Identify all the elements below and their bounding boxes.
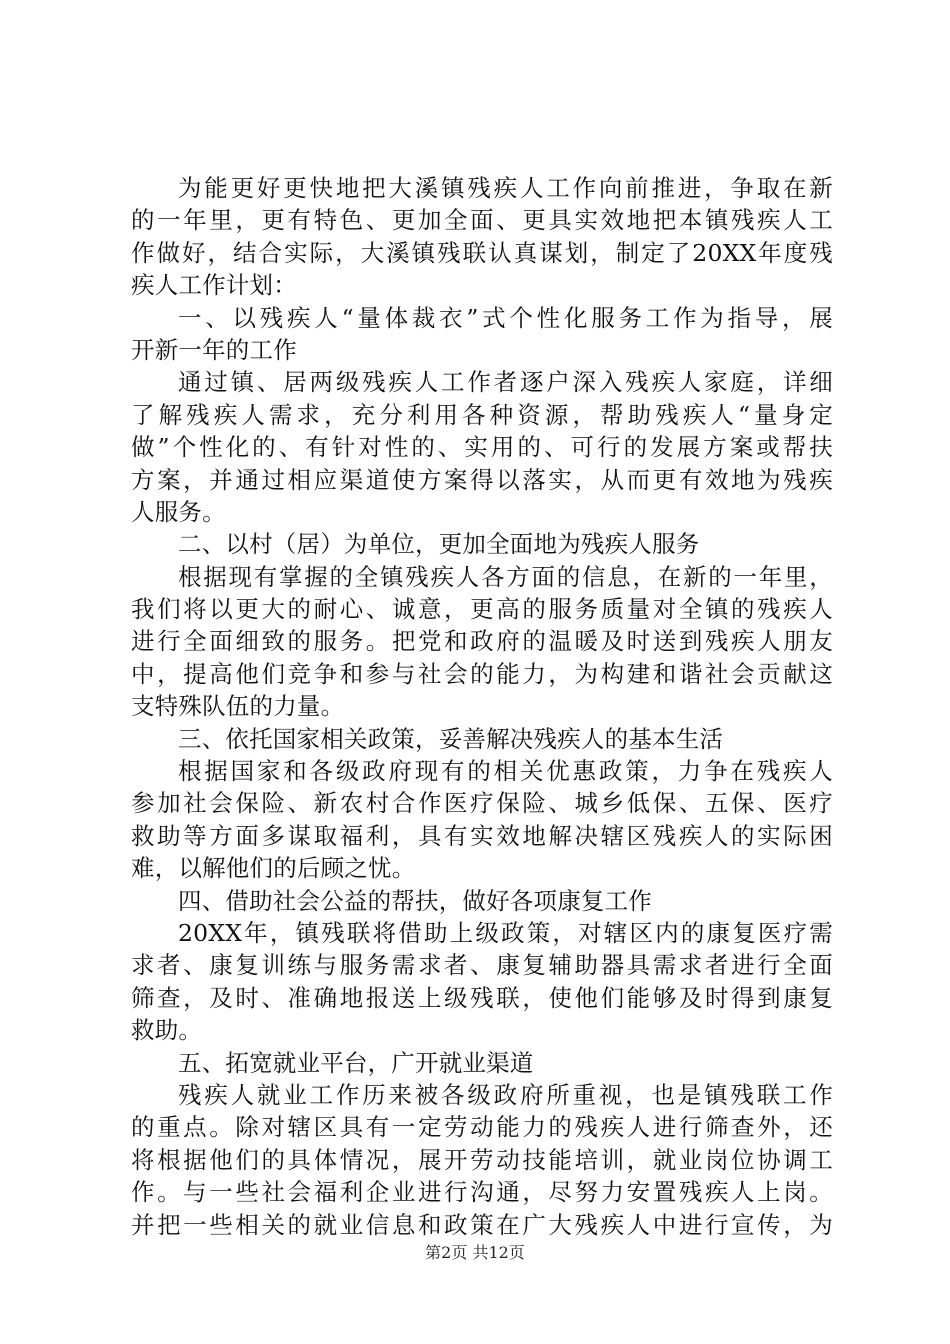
- text-line: 一、以残疾人“量体裁衣”式个性化服务工作为指导，展: [178, 303, 833, 332]
- text-line: 二、以村（居）为单位，更加全面地为残疾人服务: [178, 530, 700, 559]
- page-footer: 第2页 共12页: [425, 1243, 525, 1262]
- text-line: 开新一年的工作: [131, 335, 297, 364]
- text-line: 作做好，结合实际，大溪镇残联认真谋划，制定了20XX年度残: [131, 238, 833, 267]
- text-line: 参加社会保险、新农村合作医疗保险、城乡低保、五保、医疗: [131, 789, 833, 818]
- text-line: 了解残疾人需求，充分利用各种资源，帮助残疾人“量身定: [131, 400, 833, 429]
- text-line: 求者、康复训练与服务需求者、康复辅助器具需求者进行全面: [131, 951, 833, 980]
- text-line: 做”个性化的、有针对性的、实用的、可行的发展方案或帮扶: [131, 433, 833, 462]
- text-line: 作。与一些社会福利企业进行沟通，尽努力安置残疾人上岗。: [131, 1178, 833, 1207]
- text-line: 为能更好更快地把大溪镇残疾人工作向前推进，争取在新: [178, 174, 833, 202]
- text-line: 中，提高他们竞争和参与社会的能力，为构建和谐社会贡献这: [131, 659, 833, 688]
- text-line: 的重点。除对辖区具有一定劳动能力的残疾人进行筛查外，还: [131, 1113, 833, 1142]
- text-line: 筛查，及时、准确地报送上级残联，使他们能够及时得到康复: [131, 983, 833, 1012]
- text-line: 支特殊队伍的力量。: [131, 692, 345, 721]
- text-line: 四、借助社会公益的帮扶，做好各项康复工作: [178, 886, 652, 915]
- text-line: 救助。: [131, 1016, 203, 1045]
- text-line: 将根据他们的具体情况，展开劳动技能培训，就业岗位协调工: [131, 1145, 833, 1174]
- text-line: 救助等方面多谋取福利，具有实效地解决辖区残疾人的实际困: [131, 821, 833, 850]
- text-line: 难，以解他们的后顾之忧。: [131, 854, 416, 883]
- text-line: 残疾人就业工作历来被各级政府所重视，也是镇残联工作: [178, 1080, 833, 1109]
- text-line: 根据现有掌握的全镇残疾人各方面的信息，在新的一年里，: [178, 562, 833, 591]
- text-line: 人服务。: [131, 497, 226, 526]
- text-line: 的一年里，更有特色、更加全面、更具实效地把本镇残疾人工: [131, 206, 833, 235]
- text-line: 根据国家和各级政府现有的相关优惠政策，力争在残疾人: [178, 757, 833, 786]
- text-line: 疾人工作计划：: [131, 271, 297, 300]
- text-line: 三、依托国家相关政策，妥善解决残疾人的基本生活: [178, 724, 724, 753]
- text-line: 20XX年，镇残联将借助上级政策，对辖区内的康复医疗需: [178, 918, 833, 947]
- text-line: 我们将以更大的耐心、诚意，更高的服务质量对全镇的残疾人: [131, 595, 833, 624]
- text-line: 方案，并通过相应渠道使方案得以落实，从而更有效地为残疾: [131, 465, 833, 494]
- text-line: 并把一些相关的就业信息和政策在广大残疾人中进行宣传，为: [131, 1210, 833, 1239]
- text-line: 通过镇、居两级残疾人工作者逐户深入残疾人家庭，详细: [178, 368, 833, 397]
- text-line: 五、拓宽就业平台，广开就业渠道: [178, 1048, 534, 1077]
- document-body: [131, 172, 833, 1241]
- text-line: 进行全面细致的服务。把党和政府的温暖及时送到残疾人朋友: [131, 627, 833, 656]
